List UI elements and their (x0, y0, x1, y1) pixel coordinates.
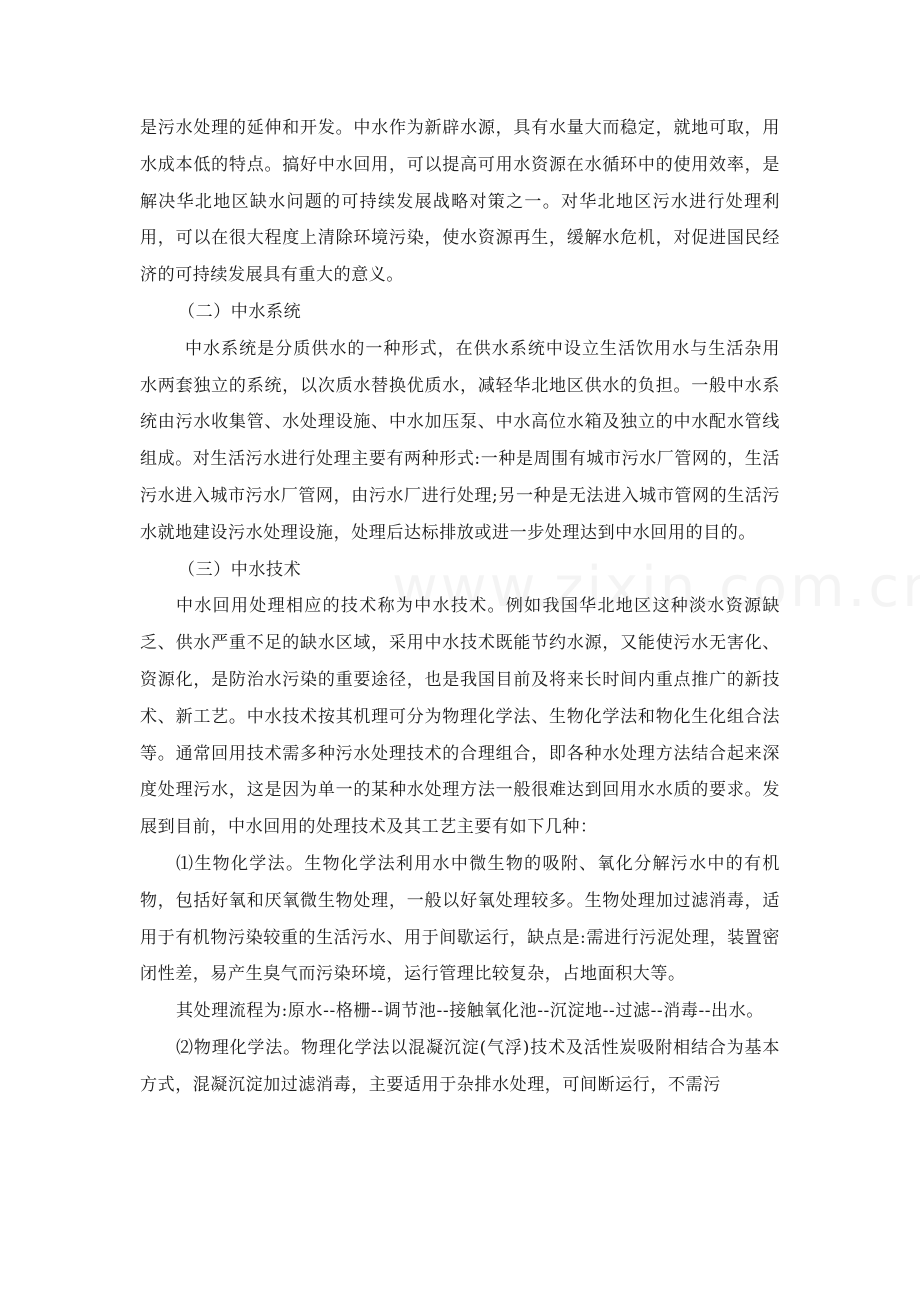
paragraph-physicochemical-method: ⑵物理化学法。物理化学法以混凝沉淀(气浮)技术及活性炭吸附相结合为基本方式，混凝沉淀加过滤消毒，主要适用于杂排水处理，可间断运行，不需污 (140, 1037, 780, 1095)
paragraph-water-technology: 中水回用处理相应的技术称为中水技术。例如我国华北地区这种淡水资源缺乏、供水严重不足的缺水区域，采用中水技术既能节约水源，又能使污水无害化、资源化，是防治水污染的重要途径，也是我国目前及将来长时间内重点推广的新技术、新工艺。中水技术按其机理可分为物理化学法、生物化学法和物化生化组合法等。通常回用技术需多种污水处理技术的合理组合，即各种水处理方法结合起来深度处理污水，这是因为单一的某种水处理方法一般很难达到回用水水质的要求。发展到目前，中水回用的处理技术及其工艺主要有如下几种： (140, 596, 780, 838)
section-heading-water-system: （二）中水系统 (178, 301, 302, 322)
paragraph-process-flow: 其处理流程为:原水--格栅--调节池--接触氧化池--沉淀地--过滤--消毒--出水。 (176, 1001, 764, 1022)
document-page (140, 110, 780, 1104)
paragraph-biochemical-method: ⑴生物化学法。生物化学法利用水中微生物的吸附、氧化分解污水中的有机物，包括好氧和厌氧微生物处理，一般以好氧处理较多。生物处理加过滤消毒，适用于有机物污染较重的生活污水、用于间歇运行，缺点是:需进行污泥处理，装置密闭性差，易产生臭气而污染环境，运行管理比较复杂，占地面积大等。 (140, 853, 780, 985)
paragraph-intro-continuation: 是污水处理的延伸和开发。中水作为新辟水源，具有水量大而稳定，就地可取，用水成本低的特点。搞好中水回用，可以提高可用水资源在水循环中的使用效率，是解决华北地区缺水问题的可持续发展战略对策之一。对华北地区污水进行处理利用，可以在很大程度上清除环境污染，使水资源再生，缓解水危机，对促进国民经济的可持续发展具有重大的意义。 (140, 118, 780, 286)
section-heading-water-technology: （三）中水技术 (178, 559, 302, 580)
paragraph-water-system: 中水系统是分质供水的一种形式，在供水系统中设立生活饮用水与生活杂用水两套独立的系统，以次质水替换优质水，减轻华北地区供水的负担。一般中水系统由污水收集管、水处理设施、中水加压泵、中水高位水箱及独立的中水配水管线组成。对生活污水进行处理主要有两种形式:一种是周围有城市污水厂管网的，生活污水进入城市污水厂管网，由污水厂进行处理;另一种是无法进入城市管网的生活污水就地建设污水处理设施，处理后达标排放或进一步处理达到中水回用的目的。 (140, 338, 780, 543)
